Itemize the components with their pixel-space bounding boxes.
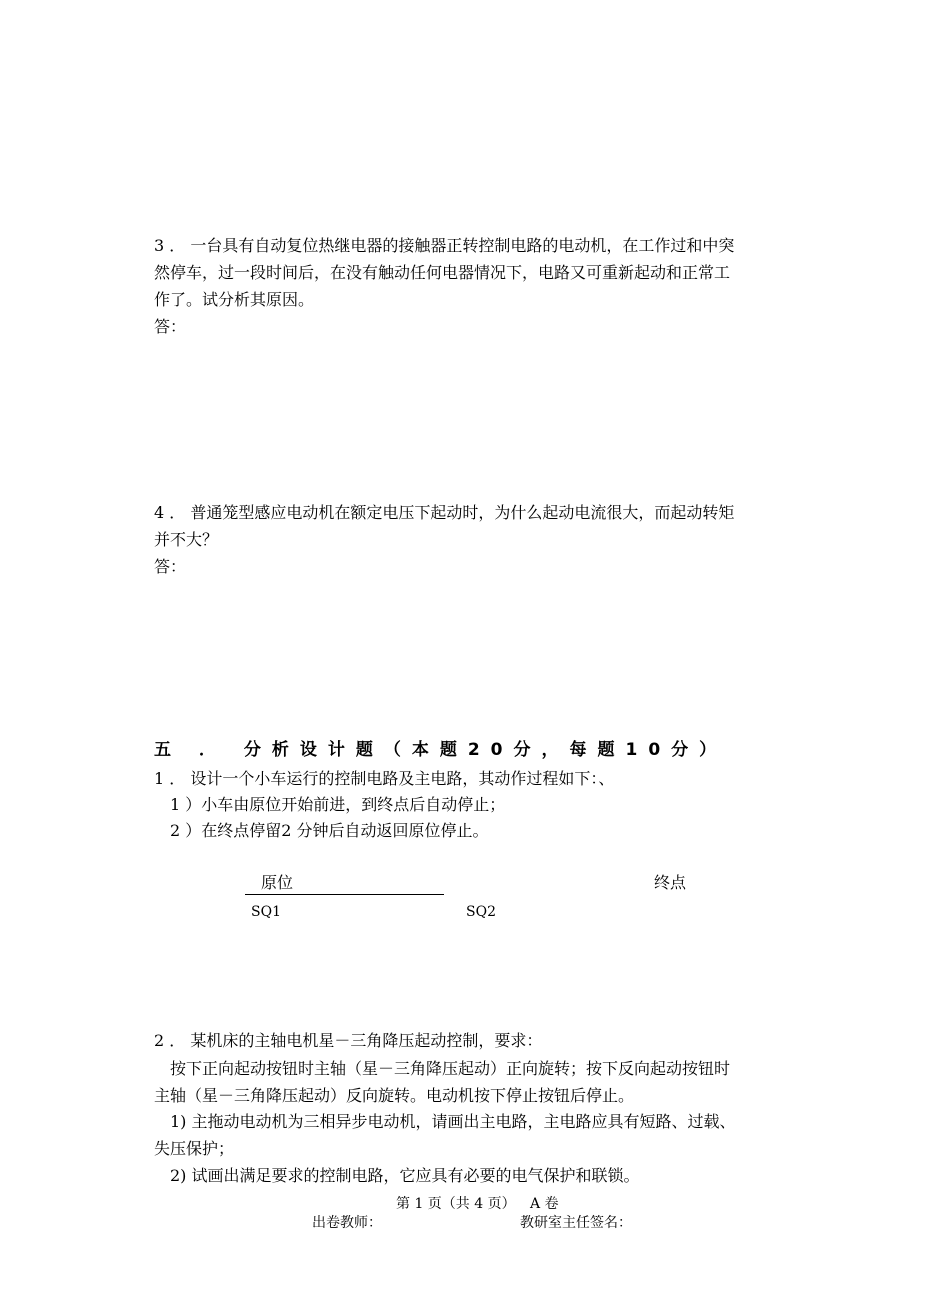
p2-line-3: 主轴（星－三角降压起动）反向旋转。电动机按下停止按钮后停止。 — [154, 1086, 635, 1105]
sq1-label: SQ1 — [251, 904, 281, 920]
q3-line-2: 然停车，过一段时间后，在没有触动任何电器情况下，电路又可重新起动和正常工 — [154, 263, 731, 282]
q4-answer-label: 答： — [154, 557, 187, 576]
p1-item-1: 1 ）小车由原位开始前进，到终点后自动停止； — [170, 795, 506, 814]
p2-line-4: 1) 主拖动电动机为三相异步电动机，请画出主电路，主电路应具有短路、过载、 — [170, 1112, 736, 1131]
teacher-signature-label: 出卷教师： — [312, 1215, 382, 1231]
p1-item-2: 2 ）在终点停留2 分钟后自动返回原位停止。 — [170, 821, 489, 840]
p2-line-2: 按下正向起动按钮时主轴（星－三角降压起动）正向旋转；按下反向起动按钮时 — [170, 1059, 731, 1078]
p2-line-1: 2 ． 某机床的主轴电机星－三角降压起动控制，要求： — [154, 1031, 543, 1050]
p2-line-6: 2) 试画出满足要求的控制电路，它应具有必要的电气保护和联锁。 — [170, 1166, 640, 1185]
p1-line-1: 1 ． 设计一个小车运行的控制电路及主电路，其动作过程如下：、 — [154, 769, 615, 788]
p2-line-5: 失压保护； — [154, 1139, 235, 1158]
paper-version: A 卷 — [530, 1196, 559, 1212]
q4-line-2: 并不大？ — [154, 530, 219, 549]
origin-label: 原位 — [261, 873, 294, 892]
track-line — [245, 894, 444, 895]
sq2-label: SQ2 — [466, 904, 496, 920]
end-point-label: 终点 — [654, 873, 687, 892]
director-signature-label: 教研室主任签名： — [520, 1215, 632, 1231]
q3-line-3: 作了。试分析其原因。 — [154, 290, 315, 309]
page-number: 第 1 页（共 4 页） — [396, 1196, 516, 1212]
q3-line-1: 3 ． 一台具有自动复位热继电器的接触器正转控制电路的电动机，在工作过和中突 — [154, 236, 735, 255]
section-five-title: 五 ． 分析设计题（本题20分，每题10分） — [154, 740, 728, 760]
q3-answer-label: 答： — [154, 317, 187, 336]
q4-line-1: 4 ． 普通笼型感应电动机在额定电压下起动时，为什么起动电流很大，而起动转矩 — [154, 503, 735, 522]
